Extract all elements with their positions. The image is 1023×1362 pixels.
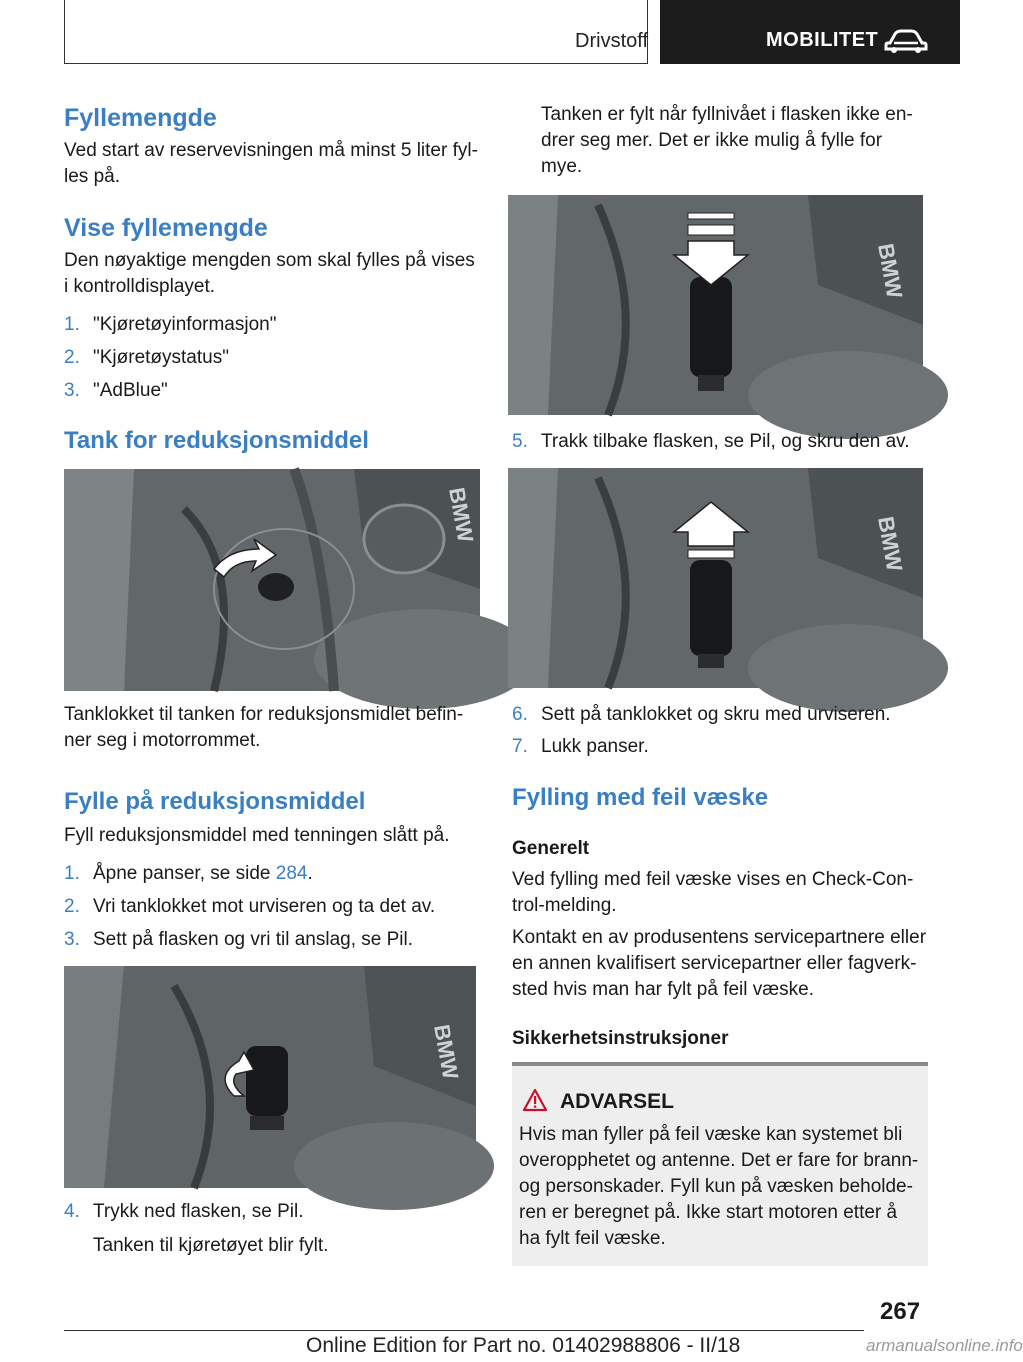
header-frame (64, 0, 648, 64)
paragraph-tank: Tanklokket til tanken for reduksjonsmidlet befin- ner seg i motorrommet. (64, 704, 464, 751)
svg-text:BMW: BMW (429, 1022, 464, 1082)
heading-safety: Sikkerhetsinstruksjoner (512, 1028, 729, 1049)
warning-text: Hvis man fyller på feil væske kan systemet bli overopphetet og antenne. Det er fare for brann- og personskader. Fyll kun på væsken beholde- ren er beregnet på. Ikke start motoren etter å ha fylt feil væske. (519, 1124, 919, 1249)
heading-tank: Tank for reduksjonsmiddel (64, 427, 369, 454)
paragraph-general-2: Kontakt en av produsentens servicepartnere eller en annen kvalifisert servicepartner eller fagverk- sted hvis man har fylt på feil væske. (512, 927, 927, 1000)
svg-text:BMW: BMW (873, 241, 908, 301)
car-icon (884, 28, 928, 54)
brand-mark: BMW (444, 485, 479, 545)
page-number: 267 (880, 1298, 921, 1325)
paragraph-show-amount: Den nøyaktige mengden som skal fylles på vises i kontrolldisplayet. (64, 250, 475, 297)
chapter-tab (660, 0, 960, 64)
warning-bar (512, 1062, 928, 1066)
paragraph-refill: Fyll reduksjonsmiddel med tenningen slått på. (64, 825, 450, 846)
warning-title: ADVARSEL (560, 1090, 674, 1113)
paragraph-fill-amount: Ved start av reservevisningen må minst 5 liter fyl- les på. (64, 140, 478, 187)
heading-show-amount: Vise fyllemengde (64, 214, 268, 242)
paragraph-general-1: Ved fylling med feil væske vises en Check-Con- trol-melding. (512, 869, 914, 916)
section-title: Drivstoff (575, 30, 648, 52)
edition-text: Online Edition for Part no. 01402988806 - II/18 (306, 1334, 741, 1357)
photo-bottle-push (508, 195, 923, 415)
page-link[interactable]: 284 (275, 863, 308, 884)
heading-wrong-fluid: Fylling med feil væske (512, 784, 769, 811)
list-item-subtext: Tanken til kjøretøyet blir fylt. (93, 1235, 329, 1256)
paragraph-full: Tanken er fylt når fyllnivået i flasken ikke en- drer seg mer. Det er ikke mulig å fylle for mye. (541, 104, 913, 177)
photo-tank-cap (64, 469, 480, 691)
heading-fill-amount: Fyllemengde (64, 104, 217, 132)
heading-refill: Fylle på reduksjonsmiddel (64, 788, 366, 815)
watermark: armanualsonline.info (866, 1336, 1023, 1355)
footer-divider (64, 1330, 864, 1331)
heading-general: Generelt (512, 838, 590, 859)
chapter-title: MOBILITET (766, 29, 879, 51)
photo-bottle-turn (64, 966, 476, 1188)
photo-bottle-pull (508, 468, 923, 688)
svg-text:BMW: BMW (873, 514, 908, 574)
warning-icon (522, 1088, 548, 1112)
